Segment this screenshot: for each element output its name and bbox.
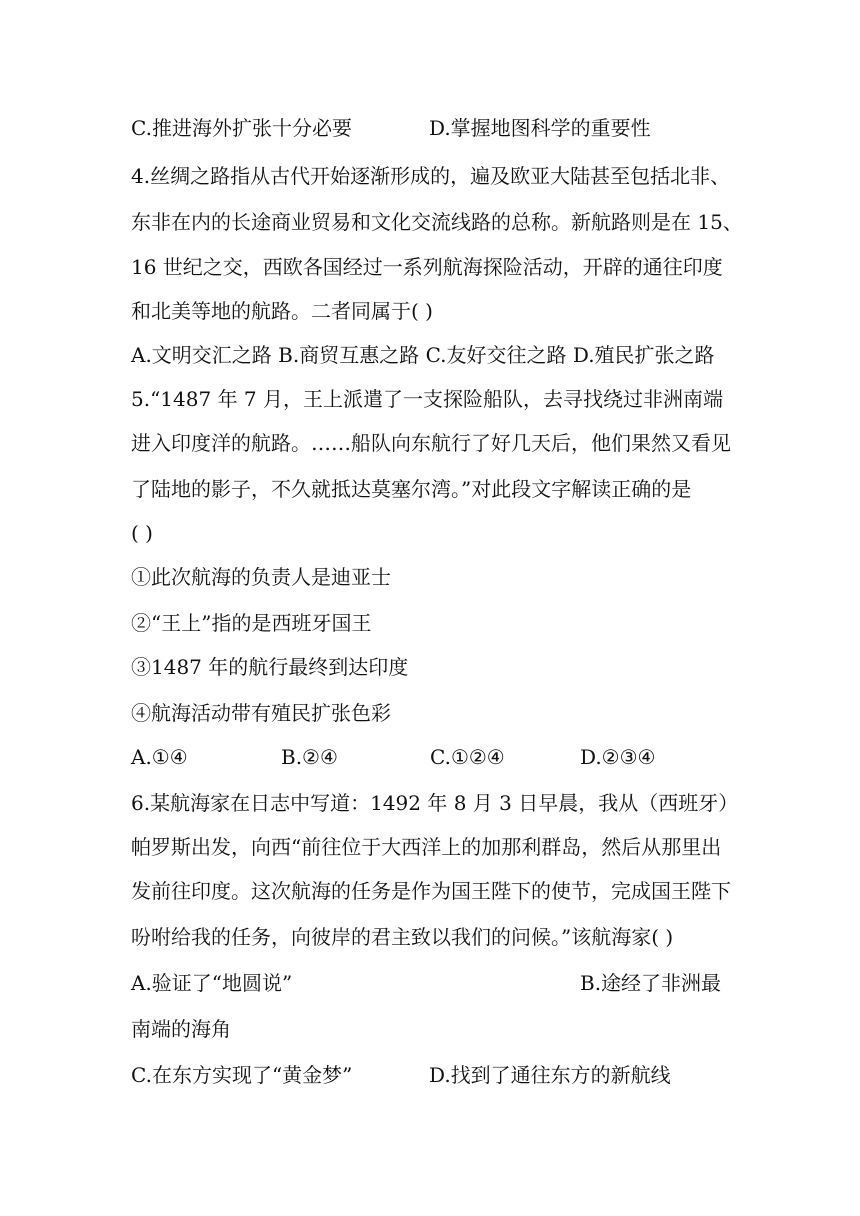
q5-option-b: B.②④ [281, 745, 338, 769]
q4-stem-line-1: 4.丝绸之路指从古代开始逐渐形成的，遍及欧亚大陆甚至包括北非、 [131, 164, 731, 188]
q4-stem-line-2: 东非在内的长途商业贸易和文化交流线路的总称。新航路则是在 15、 [131, 210, 743, 234]
q5-statement-4: ④航海活动带有殖民扩张色彩 [131, 701, 391, 725]
q3-option-d: D.掌握地图科学的重要性 [429, 116, 651, 140]
q5-options-row [131, 745, 751, 769]
q6-stem-line-1: 6.某航海家在日志中写道：1492 年 8 月 3 日早晨，我从（西班牙） [131, 791, 739, 815]
q5-stem-line-3: 了陆地的影子，不久就抵达莫塞尔湾。”对此段文字解读正确的是 [131, 477, 692, 501]
q3-option-c: C.推进海外扩张十分必要 [131, 116, 352, 140]
q5-option-d: D.②③④ [580, 745, 656, 769]
q5-statement-3: ③1487 年的航行最终到达印度 [131, 655, 409, 679]
q6-options-row-2 [131, 1063, 751, 1087]
q5-option-a: A.①④ [131, 745, 188, 769]
q6-stem-line-4: 吩咐给我的任务，向彼岸的君主致以我们的问候。”该航海家( ) [131, 925, 674, 949]
q4-stem-line-4: 和北美等地的航路。二者同属于( ) [131, 299, 433, 323]
q5-statement-1: ①此次航海的负责人是迪亚士 [131, 565, 391, 589]
q6-stem-line-2: 帕罗斯出发，向西“前往位于大西洋上的加那利群岛，然后从那里出 [131, 835, 722, 859]
q5-stem-line-4: ( ) [131, 521, 153, 545]
q6-option-a: A.验证了“地圆说” [131, 971, 293, 995]
q6-option-b-continued: 南端的海角 [131, 1017, 231, 1041]
q6-option-c: C.在东方实现了“黄金梦” [131, 1063, 353, 1087]
q6-options-row-1 [131, 971, 751, 995]
q6-option-b: B.途经了非洲最 [580, 971, 722, 995]
q5-stem-line-2: 进入印度洋的航路。……船队向东航行了好几天后，他们果然又看见 [131, 431, 731, 455]
q6-option-d: D.找到了通往东方的新航线 [429, 1063, 671, 1087]
q5-statement-2: ②“王上”指的是西班牙国王 [131, 611, 372, 635]
q3-options-row [131, 116, 751, 140]
q6-stem-line-3: 发前往印度。这次航海的任务是作为国王陛下的使节，完成国王陛下 [131, 879, 731, 903]
q5-option-c: C.①②④ [430, 745, 505, 769]
q4-options-line: A.文明交汇之路 B.商贸互惠之路 C.友好交往之路 D.殖民扩张之路 [131, 343, 715, 367]
q4-stem-line-3: 16 世纪之交，西欧各国经过一系列航海探险活动，开辟的通往印度 [131, 255, 723, 279]
q5-stem-line-1: 5.“1487 年 7 月，王上派遣了一支探险船队，去寻找绕过非洲南端 [131, 387, 724, 411]
